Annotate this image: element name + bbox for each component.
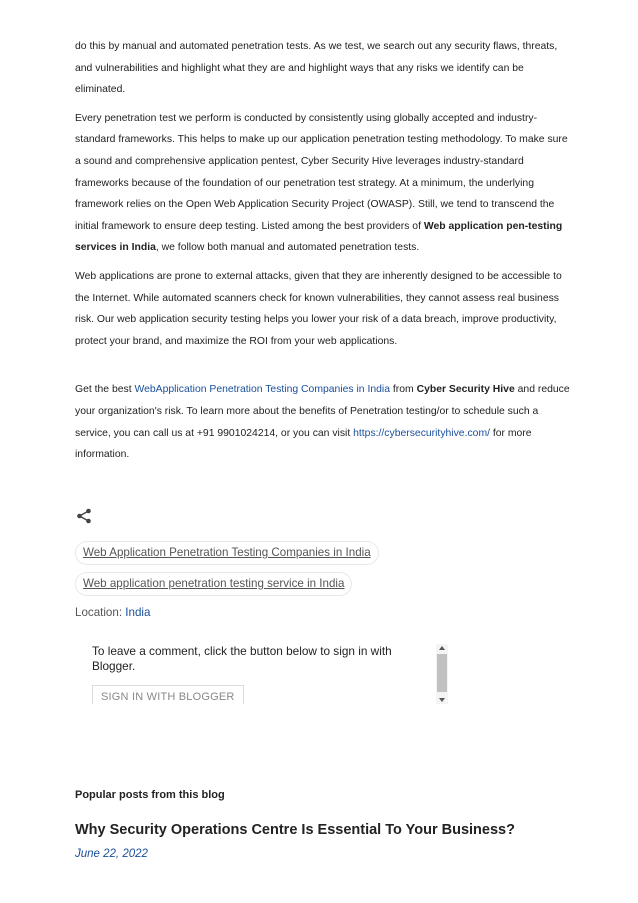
- comment-prompt: To leave a comment, click the button below to sign in with Blogger.: [92, 644, 392, 673]
- scroll-up-icon[interactable]: [439, 646, 445, 650]
- popular-post-title[interactable]: Why Security Operations Centre Is Essential To Your Business?: [75, 822, 515, 838]
- popular-posts-heading: Popular posts from this blog: [75, 789, 225, 801]
- share-icon[interactable]: [76, 508, 92, 524]
- post-labels: [75, 541, 379, 603]
- sign-in-button[interactable]: SIGN IN WITH BLOGGER: [92, 685, 244, 704]
- comment-scrollbar[interactable]: [436, 644, 448, 704]
- website-link[interactable]: https://cybersecurityhive.com/: [353, 427, 490, 439]
- article-paragraph-1: do this by manual and automated penetration tests. As we test, we search out any security flaws, threats, and vulnerabilities and highlight what they are and highlight ways that any risks we identify can be eliminated.: [75, 41, 558, 96]
- article-paragraph-2: Every penetration test we perform is conducted by consistently using globally accepted and industry-standard frameworks. This helps to make up our application penetration testing methodology. To make sure a sound and comprehensive application pentest, Cyber Security Hive leverages industry-standard frameworks because of the foundation of our penetration test strategy. At a minimum, the underlying framework relies on the Open Web Application Security Project (OWASP). Still, we tend to transcend the initial framework to ensure deep testing. Listed among the best providers of Web application pen-testing services in India, we follow both manual and automated penetration tests.: [75, 112, 568, 254]
- comment-frame: [92, 644, 448, 704]
- article-paragraph-3: Web applications are prone to external attacks, given that they are inherently designed to be accessible to the Internet. While automated scanners check for known vulnerabilities, they cannot assess real business risk. Our web application security testing helps you lower your risk of a data breach, improve productivity, protect your brand, and maximize the ROI from your web applications.: [75, 270, 562, 347]
- scroll-down-icon[interactable]: [439, 698, 445, 702]
- label-chip[interactable]: Web Application Penetration Testing Companies in India: [75, 541, 379, 565]
- companies-link[interactable]: WebApplication Penetration Testing Companies in India: [134, 384, 390, 396]
- article-paragraph-4: Get the best WebApplication Penetration Testing Companies in India from Cyber Security Hive and reduce your organization's risk. To learn more about the benefits of Penetration testing/or to schedule such a service, you can call us at +91 9901024214, or you can visit https://cybersecurityhive.com/ for more information.: [75, 384, 570, 461]
- label-chip[interactable]: Web application penetration testing service in India: [75, 572, 352, 596]
- article-body: [75, 36, 570, 473]
- bold-phrase: Web application pen-testing services in India: [75, 220, 563, 254]
- post-location: Location: India: [75, 606, 151, 619]
- location-link[interactable]: India: [125, 606, 151, 619]
- company-name: Cyber Security Hive: [416, 384, 515, 396]
- popular-post-date: June 22, 2022: [75, 848, 148, 860]
- scroll-thumb[interactable]: [437, 654, 447, 692]
